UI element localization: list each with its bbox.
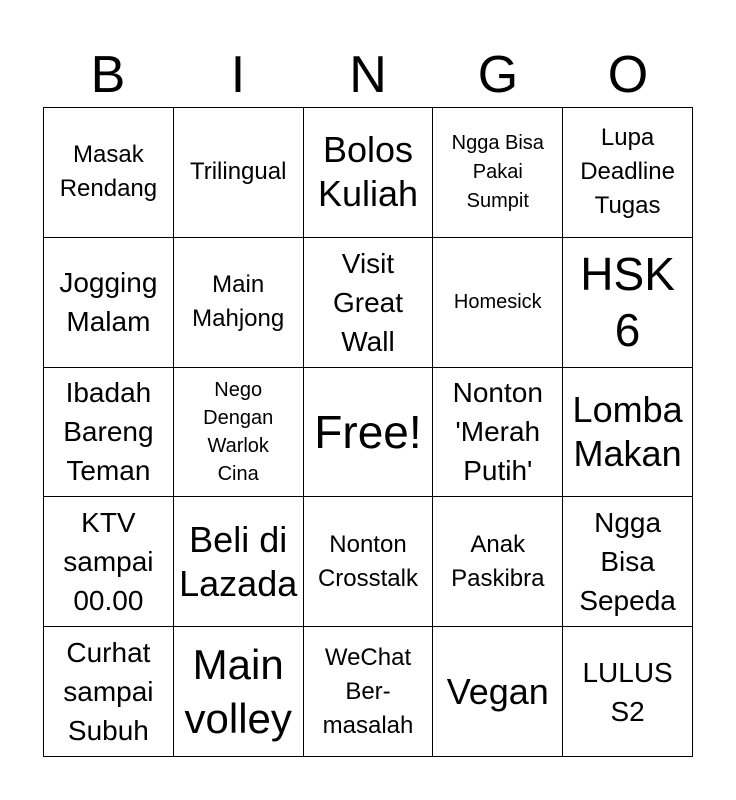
bingo-cell-r2-c3[interactable]	[433, 368, 563, 498]
bingo-cell-r1-c0[interactable]	[44, 238, 174, 368]
header-letter-b: B	[90, 46, 126, 104]
cell-text: KTV sampai 00.00	[63, 507, 154, 617]
bingo-cell-r4-c4[interactable]	[563, 627, 693, 757]
cell-text: Nonton 'Merah Putih'	[452, 377, 543, 487]
cell-text: Masak Rendang	[59, 141, 158, 203]
bingo-cell-r4-c2[interactable]	[304, 627, 434, 757]
cell-text: Curhat sampai Subuh	[63, 637, 154, 747]
free-space-text: Free!	[314, 405, 422, 458]
header-letter-n: N	[349, 46, 387, 104]
bingo-cell-r3-c1[interactable]	[174, 497, 304, 627]
bingo-cell-r1-c3[interactable]	[433, 238, 563, 368]
bingo-cell-r2-c2-free[interactable]	[304, 368, 434, 498]
bingo-cell-r3-c2[interactable]	[304, 497, 434, 627]
cell-text: Lomba Makan	[572, 388, 683, 474]
header-letter-g: G	[477, 46, 519, 104]
bingo-card-grid	[43, 107, 693, 757]
bingo-cell-r1-c2[interactable]	[304, 238, 434, 368]
cell-text: Anak Paskibra	[451, 530, 545, 592]
bingo-cell-r3-c3[interactable]	[433, 497, 563, 627]
bingo-cell-r0-c0[interactable]	[44, 108, 174, 238]
bingo-cell-r2-c0[interactable]	[44, 368, 174, 498]
header-letter-o: O	[607, 46, 649, 104]
bingo-cell-r3-c0[interactable]	[44, 497, 174, 627]
cell-text: Main Mahjong	[192, 271, 285, 333]
bingo-cell-r3-c4[interactable]	[563, 497, 693, 627]
cell-text: Vegan	[446, 670, 549, 712]
bingo-cell-r2-c1[interactable]	[174, 368, 304, 498]
bingo-cell-r0-c2[interactable]	[304, 108, 434, 238]
bingo-cell-r0-c4[interactable]	[563, 108, 693, 238]
cell-text: Beli di Lazada	[179, 518, 298, 604]
cell-text: Ngga Bisa Pakai Sumpit	[451, 131, 544, 212]
bingo-cell-r1-c4[interactable]	[563, 238, 693, 368]
cell-text: Main volley	[184, 640, 292, 742]
bingo-cell-r2-c4[interactable]	[563, 368, 693, 498]
cell-text: Visit Great Wall	[332, 247, 403, 357]
bingo-cell-r0-c1[interactable]	[174, 108, 304, 238]
cell-text: Jogging Malam	[59, 267, 158, 338]
bingo-cell-r1-c1[interactable]	[174, 238, 304, 368]
bingo-cell-r4-c0[interactable]	[44, 627, 174, 757]
bingo-cell-r0-c3[interactable]	[433, 108, 563, 238]
cell-text: Nonton Crosstalk	[317, 530, 418, 592]
cell-text: Bolos Kuliah	[317, 129, 419, 215]
cell-text: WeChat Ber- masalah	[322, 643, 414, 739]
cell-text: Ngga Bisa Sepeda	[579, 507, 676, 617]
cell-text: Homesick	[453, 290, 542, 313]
cell-text: Nego Dengan Warlok Cina	[203, 378, 274, 485]
header-letter-i: I	[230, 46, 246, 104]
bingo-cell-r4-c3[interactable]	[433, 627, 563, 757]
cell-text: Lupa Deadline Tugas	[580, 124, 675, 220]
bingo-cell-r4-c1[interactable]	[174, 627, 304, 757]
cell-text: LULUS S2	[582, 656, 673, 727]
cell-text: Trilingual	[189, 158, 287, 186]
cell-text: Ibadah Bareng Teman	[63, 377, 154, 487]
cell-text: HSK 6	[580, 248, 675, 357]
bingo-header	[43, 44, 693, 106]
